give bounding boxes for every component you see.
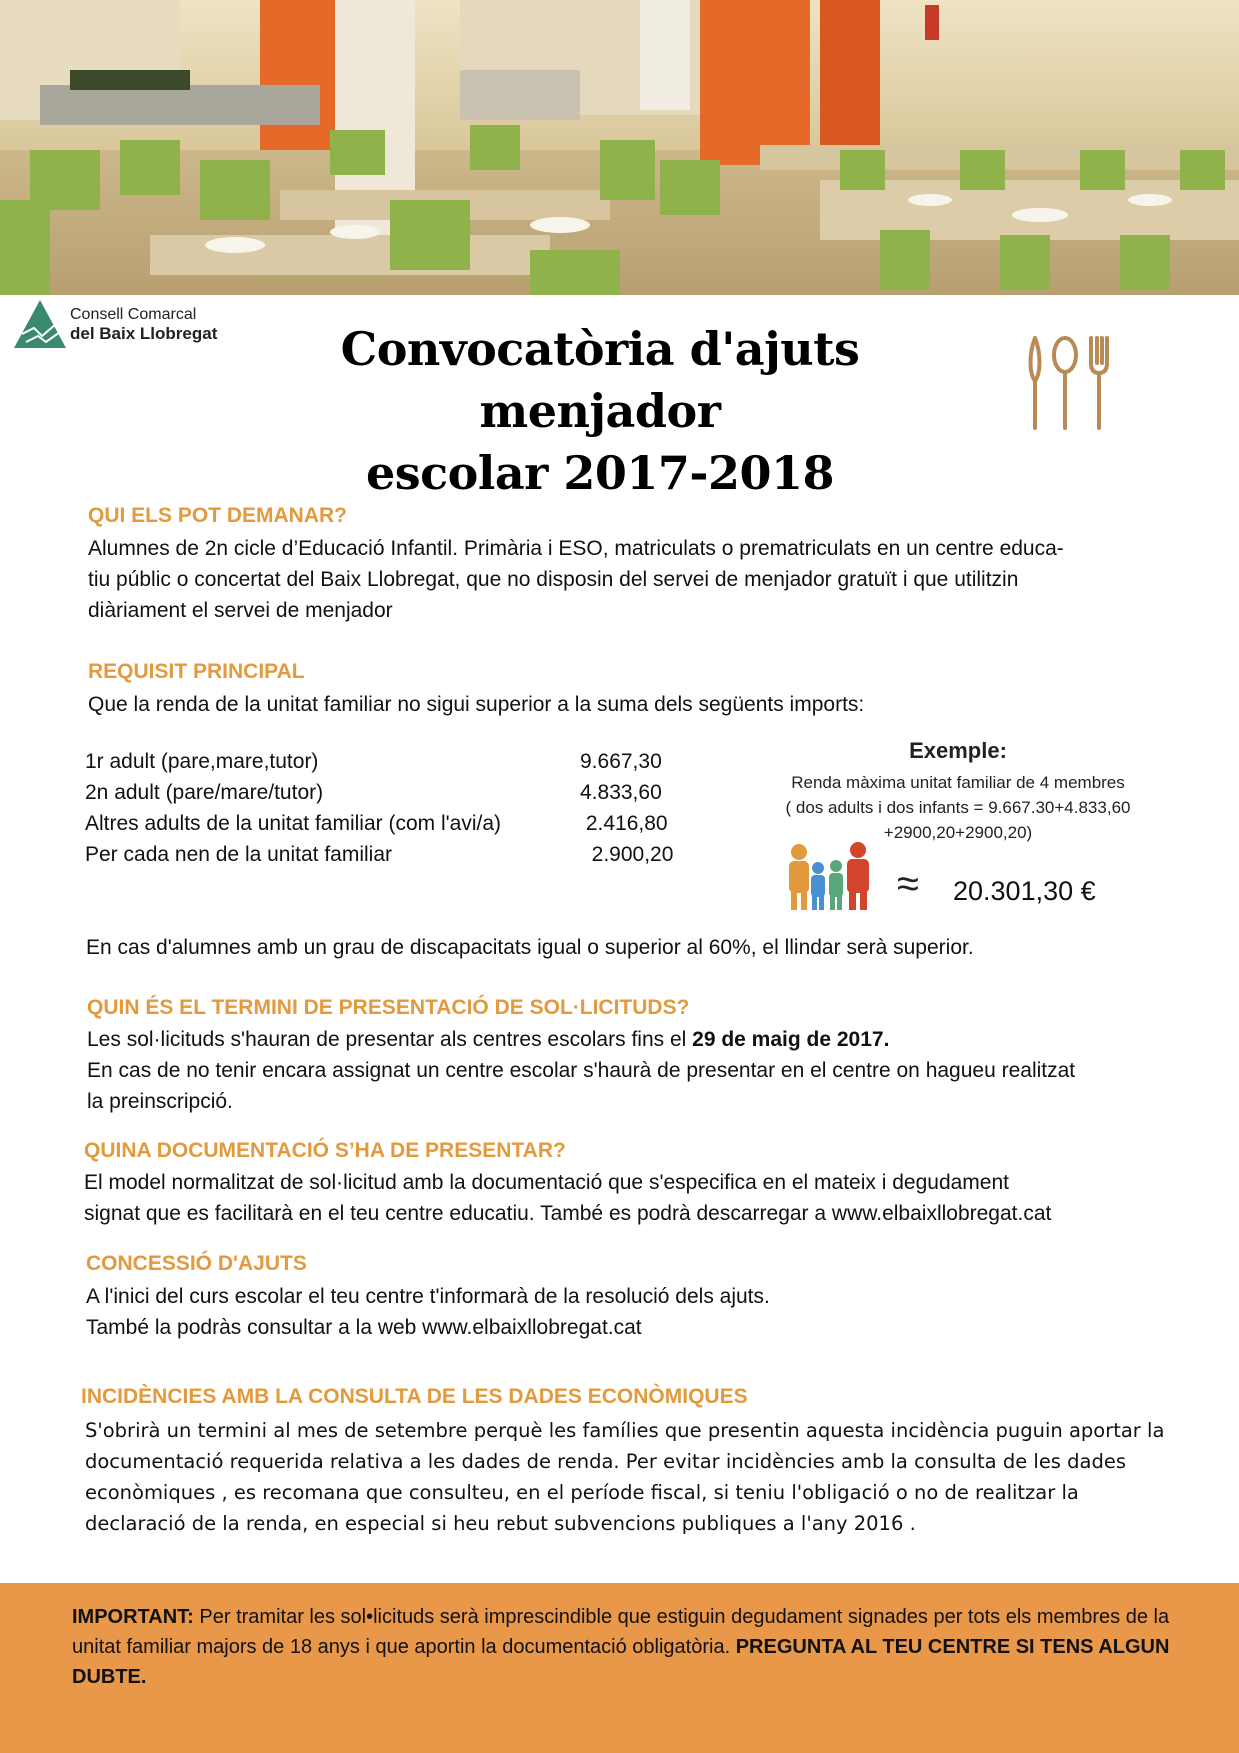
logo-text: [70, 305, 217, 343]
deadline-pre: Les sol·licituds s'hauran de presentar als centres escolars fins el: [87, 1028, 693, 1051]
page-title: [230, 318, 970, 504]
incidents-line: documentació requerida relativa a les dades de renda. Per evitar incidències amb la consulta de les dades: [85, 1450, 1127, 1473]
title-line-1: Convocatòria d'ajuts menjador: [340, 322, 860, 438]
example-box: [768, 738, 1148, 845]
important-label: IMPORTANT:: [72, 1606, 194, 1628]
who-line: tiu públic o concertat del Baix Llobregat, que no disposin del servei de menjador gratuït i que utilitzin: [88, 568, 1019, 591]
income-thresholds-table: [85, 746, 673, 870]
grant-text: [86, 1281, 1176, 1343]
deadline-line: [87, 1024, 1177, 1055]
deadline-text: [87, 1024, 1177, 1117]
family-icon: [785, 842, 875, 912]
grant-line: També la podràs consultar a la web www.elbaixllobregat.cat: [86, 1316, 642, 1339]
important-text: [72, 1602, 1182, 1692]
incidents-line: declaració de la renda, en especial si heu rebut subvencions publiques a l'any 2016 .: [85, 1512, 916, 1535]
documentation-line: El model normalitzat de sol·licitud amb la documentació que s'especifica en el mateix i degudament: [84, 1171, 1009, 1194]
example-description: [768, 770, 1148, 845]
important-body: Per tramitar les sol•licituds serà imprescindible que estiguin degudament signades per tots els membres de la unitat familiar majors de 18 anys i que aportin la documentació obligatòria.: [72, 1606, 1170, 1658]
documentation-heading: QUINA DOCUMENTACIÓ S’HA DE PRESENTAR?: [84, 1139, 566, 1162]
canteen-photo: [0, 0, 1239, 295]
table-row: [85, 839, 673, 870]
table-row: [85, 746, 673, 777]
grant-heading: CONCESSIÓ D'AJUTS: [86, 1252, 307, 1275]
incidents-text: [85, 1415, 1175, 1539]
deadline-date: 29 de maig de 2017.: [692, 1028, 890, 1051]
who-line: Alumnes de 2n cicle d’Educació Infantil. Primària i ESO, matriculats o prematriculats en un centre educa-: [88, 537, 1064, 560]
logo-line-1: Consell Comarcal: [70, 306, 197, 323]
approx-symbol: ≈: [897, 862, 919, 906]
documentation-line: signat que es facilitarà en el teu centre educatiu. També es podrà descarregar a www.elbaixllobregat.cat: [84, 1202, 1052, 1225]
disability-note: En cas d'alumnes amb un grau de discapacitats igual o superior al 60%, el llindar serà superior.: [86, 936, 974, 959]
example-total: 20.301,30 €: [953, 876, 1096, 906]
row-amount: 2.900,20: [580, 843, 674, 866]
table-row: [85, 808, 673, 839]
example-line: ( dos adults i dos infants = 9.667.30+4.833,60: [785, 798, 1131, 817]
title-line-2: escolar 2017-2018: [365, 446, 835, 500]
who-line: diàriament el servei de menjador: [88, 599, 393, 622]
logo-line-2: del Baix Llobregat: [70, 324, 218, 343]
row-amount: 2.416,80: [580, 812, 668, 835]
incidents-heading: INCIDÈNCIES AMB LA CONSULTA DE LES DADES ECONÒMIQUES: [81, 1385, 748, 1408]
row-label: 2n adult (pare/mare/tutor): [85, 781, 324, 804]
incidents-line: econòmiques , es recomana que consulteu, en el període fiscal, si teniu l'obligació o no de realitzar la: [85, 1481, 1079, 1504]
documentation-text: [84, 1167, 1174, 1229]
example-line: Renda màxima unitat familiar de 4 membres: [791, 773, 1125, 792]
table-row: [85, 777, 673, 808]
row-label: Altres adults de la unitat familiar (com l'avi/a): [85, 812, 502, 835]
deadline-line: la preinscripció.: [87, 1090, 233, 1113]
requirement-intro: Que la renda de la unitat familiar no sigui superior a la suma dels següents imports:: [88, 693, 865, 716]
who-heading: QUI ELS POT DEMANAR?: [88, 504, 348, 527]
who-text: [88, 533, 1178, 626]
deadline-heading: QUIN ÉS EL TERMINI DE PRESENTACIÓ DE SOL·LICITUDS?: [87, 996, 690, 1019]
deadline-line: En cas de no tenir encara assignat un centre escolar s'haurà de presentar en el centre on hagueu realitzat: [87, 1059, 1076, 1082]
row-amount: 9.667,30: [580, 750, 662, 773]
requirement-heading: REQUISIT PRINCIPAL: [88, 660, 305, 683]
incidents-line: S'obrirà un termini al mes de setembre perquè les famílies que presentin aquesta incidència puguin aportar la: [85, 1419, 1165, 1442]
mountain-logo-icon: [12, 298, 68, 352]
cutlery-icon: [1025, 333, 1115, 433]
example-title: Exemple:: [909, 738, 1007, 763]
row-label: 1r adult (pare,mare,tutor): [85, 750, 319, 773]
important-cta: PREGUNTA AL TEU CENTRE SI TENS ALGUN DUBTE.: [72, 1636, 1170, 1688]
example-line: +2900,20+2900,20): [883, 823, 1033, 842]
grant-line: A l'inici del curs escolar el teu centre t'informarà de la resolució dels ajuts.: [86, 1285, 770, 1308]
row-label: Per cada nen de la unitat familiar: [85, 843, 393, 866]
row-amount: 4.833,60: [580, 781, 662, 804]
